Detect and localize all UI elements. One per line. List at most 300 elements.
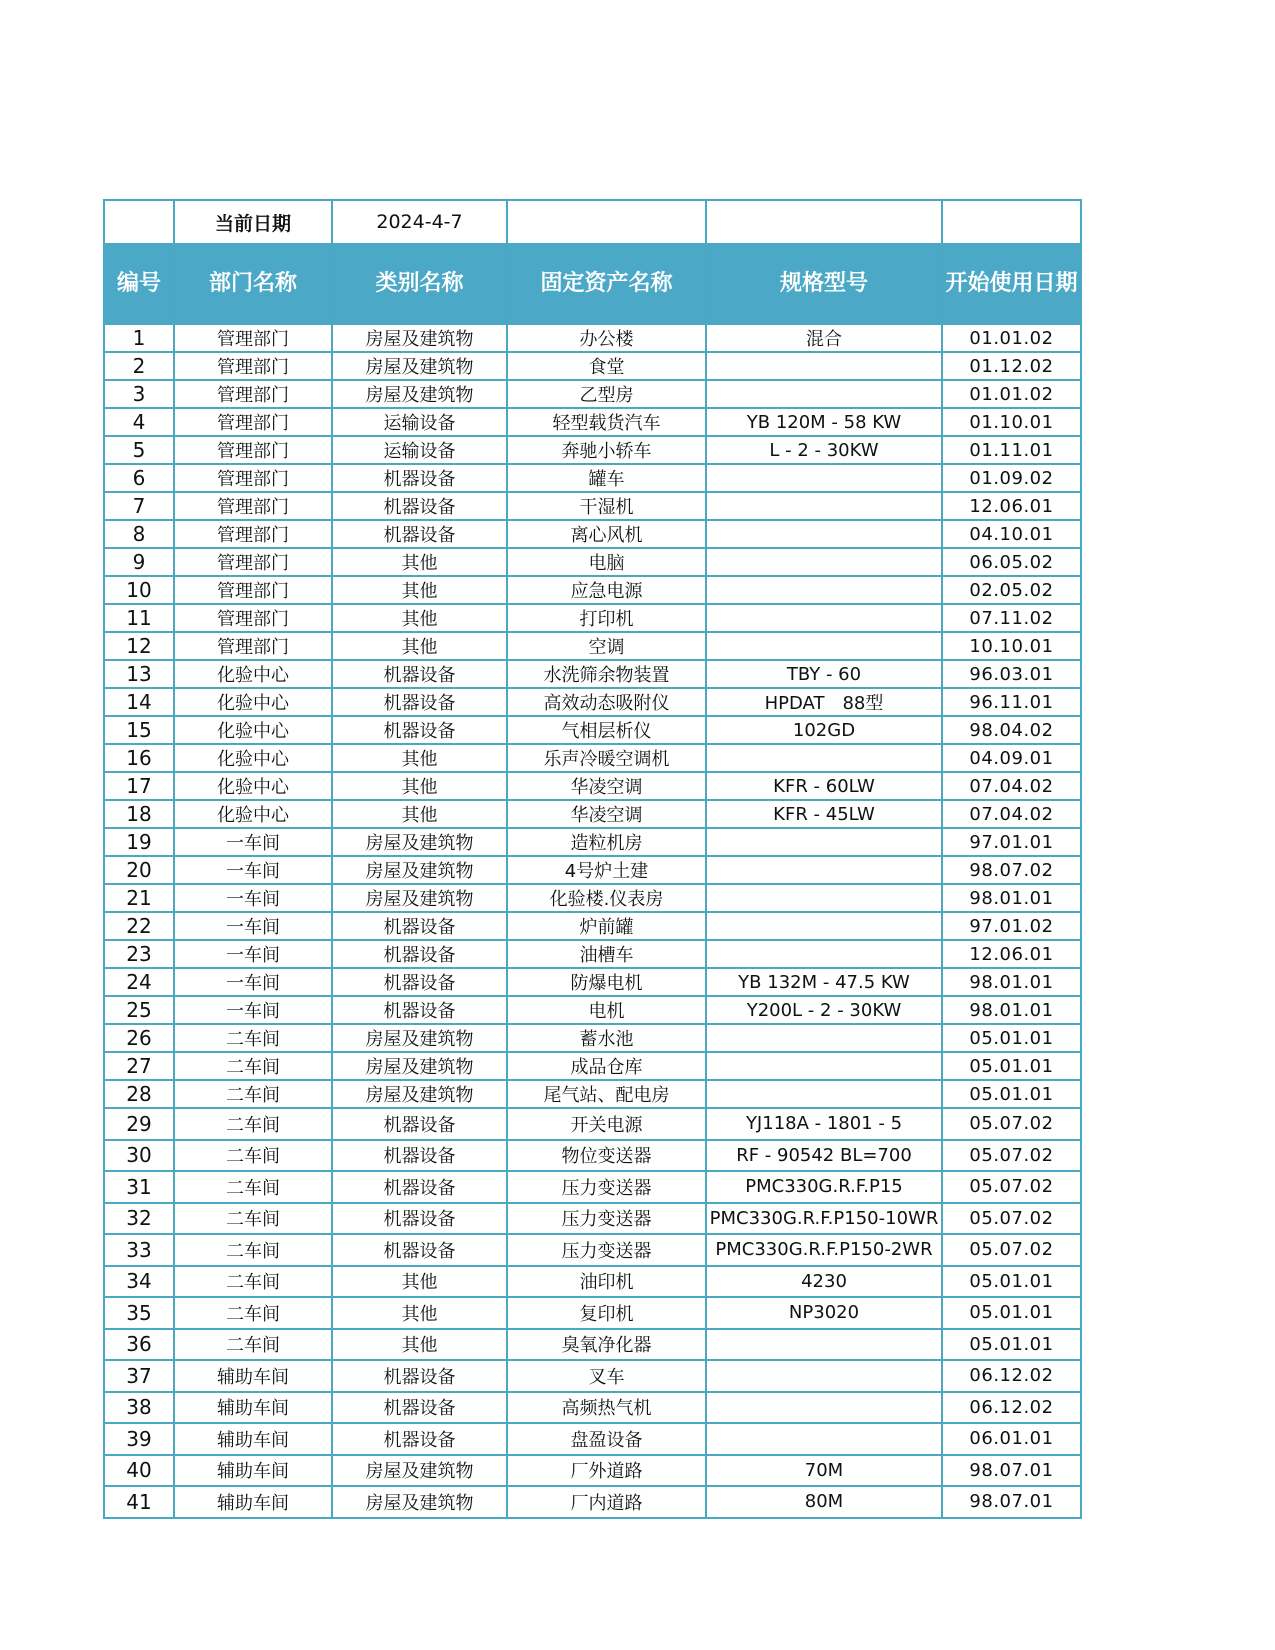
cell-asset-name[interactable]: 空调 — [507, 632, 706, 660]
cell-spec-model[interactable]: YJ118A - 1801 - 5 — [706, 1108, 942, 1140]
cell-spec-model[interactable]: PMC330G.R.F.P15 — [706, 1171, 942, 1203]
empty-cell[interactable] — [104, 200, 174, 244]
cell-department[interactable]: 辅助车间 — [174, 1392, 332, 1424]
cell-spec-model[interactable]: YB 120M - 58 KW — [706, 408, 942, 436]
cell-spec-model[interactable] — [706, 1024, 942, 1052]
cell-start-date[interactable]: 06.01.01 — [942, 1423, 1081, 1455]
cell-category[interactable]: 房屋及建筑物 — [332, 856, 507, 884]
cell-department[interactable]: 管理部门 — [174, 576, 332, 604]
cell-id[interactable]: 37 — [104, 1360, 174, 1392]
cell-department[interactable]: 化验中心 — [174, 744, 332, 772]
cell-category[interactable]: 机器设备 — [332, 1140, 507, 1172]
cell-asset-name[interactable]: 干湿机 — [507, 492, 706, 520]
cell-spec-model[interactable]: L - 2 - 30KW — [706, 436, 942, 464]
cell-id[interactable]: 41 — [104, 1486, 174, 1518]
header-spec-model[interactable]: 规格型号 — [706, 244, 942, 324]
cell-department[interactable]: 辅助车间 — [174, 1455, 332, 1487]
cell-id[interactable]: 32 — [104, 1203, 174, 1235]
cell-asset-name[interactable]: 办公楼 — [507, 324, 706, 352]
table-row — [104, 520, 1081, 548]
cell-department[interactable]: 管理部门 — [174, 604, 332, 632]
cell-department[interactable]: 一车间 — [174, 828, 332, 856]
cell-asset-name[interactable]: 打印机 — [507, 604, 706, 632]
cell-asset-name[interactable]: 4号炉土建 — [507, 856, 706, 884]
table-row — [104, 660, 1081, 688]
cell-department[interactable]: 一车间 — [174, 968, 332, 996]
cell-id[interactable]: 16 — [104, 744, 174, 772]
cell-asset-name[interactable]: 水洗筛余物装置 — [507, 660, 706, 688]
cell-start-date[interactable]: 01.01.02 — [942, 324, 1081, 352]
cell-id[interactable]: 34 — [104, 1266, 174, 1298]
cell-start-date[interactable]: 96.03.01 — [942, 660, 1081, 688]
cell-department[interactable]: 管理部门 — [174, 352, 332, 380]
cell-spec-model[interactable] — [706, 604, 942, 632]
cell-category[interactable]: 其他 — [332, 1266, 507, 1298]
cell-start-date[interactable]: 01.11.01 — [942, 436, 1081, 464]
cell-asset-name[interactable]: 电脑 — [507, 548, 706, 576]
cell-spec-model[interactable]: YB 132M - 47.5 KW — [706, 968, 942, 996]
cell-asset-name[interactable]: 厂内道路 — [507, 1486, 706, 1518]
cell-id[interactable]: 23 — [104, 940, 174, 968]
table-row — [104, 940, 1081, 968]
cell-department[interactable]: 辅助车间 — [174, 1360, 332, 1392]
cell-department[interactable]: 二车间 — [174, 1234, 332, 1266]
cell-asset-name[interactable]: 乙型房 — [507, 380, 706, 408]
cell-spec-model[interactable] — [706, 1329, 942, 1361]
cell-id[interactable]: 4 — [104, 408, 174, 436]
cell-department[interactable]: 管理部门 — [174, 464, 332, 492]
cell-category[interactable]: 机器设备 — [332, 660, 507, 688]
cell-department[interactable]: 管理部门 — [174, 492, 332, 520]
cell-department[interactable]: 二车间 — [174, 1297, 332, 1329]
cell-start-date[interactable]: 05.07.02 — [942, 1171, 1081, 1203]
header-category[interactable]: 类别名称 — [332, 244, 507, 324]
cell-category[interactable]: 房屋及建筑物 — [332, 380, 507, 408]
table-row — [104, 380, 1081, 408]
cell-category[interactable]: 运输设备 — [332, 436, 507, 464]
cell-category[interactable]: 房屋及建筑物 — [332, 1024, 507, 1052]
cell-id[interactable]: 7 — [104, 492, 174, 520]
cell-spec-model[interactable] — [706, 1423, 942, 1455]
cell-start-date[interactable]: 07.04.02 — [942, 772, 1081, 800]
cell-category[interactable]: 机器设备 — [332, 520, 507, 548]
table-row — [104, 1297, 1081, 1329]
current-date-value[interactable]: 2024-4-7 — [332, 200, 507, 244]
cell-category[interactable]: 机器设备 — [332, 688, 507, 716]
cell-department[interactable]: 二车间 — [174, 1329, 332, 1361]
cell-start-date[interactable]: 05.01.01 — [942, 1297, 1081, 1329]
cell-department[interactable]: 管理部门 — [174, 436, 332, 464]
cell-start-date[interactable]: 07.11.02 — [942, 604, 1081, 632]
cell-id[interactable]: 8 — [104, 520, 174, 548]
table-row — [104, 1234, 1081, 1266]
cell-category[interactable]: 其他 — [332, 576, 507, 604]
cell-category[interactable]: 房屋及建筑物 — [332, 1052, 507, 1080]
table-row — [104, 576, 1081, 604]
table-row — [104, 828, 1081, 856]
cell-id[interactable]: 21 — [104, 884, 174, 912]
cell-spec-model[interactable] — [706, 548, 942, 576]
cell-category[interactable]: 机器设备 — [332, 940, 507, 968]
cell-id[interactable]: 14 — [104, 688, 174, 716]
cell-start-date[interactable]: 06.12.02 — [942, 1392, 1081, 1424]
cell-category[interactable]: 其他 — [332, 1329, 507, 1361]
cell-asset-name[interactable]: 油印机 — [507, 1266, 706, 1298]
cell-spec-model[interactable] — [706, 632, 942, 660]
cell-category[interactable]: 其他 — [332, 1297, 507, 1329]
cell-category[interactable]: 房屋及建筑物 — [332, 1486, 507, 1518]
cell-spec-model[interactable]: HPDAT 88型 — [706, 688, 942, 716]
cell-start-date[interactable]: 97.01.02 — [942, 912, 1081, 940]
cell-department[interactable]: 一车间 — [174, 996, 332, 1024]
cell-department[interactable]: 化验中心 — [174, 772, 332, 800]
cell-category[interactable]: 其他 — [332, 632, 507, 660]
cell-start-date[interactable]: 01.12.02 — [942, 352, 1081, 380]
cell-spec-model[interactable] — [706, 520, 942, 548]
cell-asset-name[interactable]: 食堂 — [507, 352, 706, 380]
cell-department[interactable]: 辅助车间 — [174, 1423, 332, 1455]
cell-spec-model[interactable] — [706, 912, 942, 940]
cell-asset-name[interactable]: 应急电源 — [507, 576, 706, 604]
asset-table — [103, 199, 1082, 1519]
cell-start-date[interactable]: 04.10.01 — [942, 520, 1081, 548]
cell-id[interactable]: 3 — [104, 380, 174, 408]
cell-asset-name[interactable]: 化验楼.仪表房 — [507, 884, 706, 912]
cell-id[interactable]: 31 — [104, 1171, 174, 1203]
cell-spec-model[interactable] — [706, 576, 942, 604]
cell-category[interactable]: 其他 — [332, 548, 507, 576]
table-row — [104, 324, 1081, 352]
header-department[interactable]: 部门名称 — [174, 244, 332, 324]
cell-asset-name[interactable]: 高频热气机 — [507, 1392, 706, 1424]
cell-id[interactable]: 22 — [104, 912, 174, 940]
cell-spec-model[interactable] — [706, 884, 942, 912]
cell-spec-model[interactable]: NP3020 — [706, 1297, 942, 1329]
cell-spec-model[interactable] — [706, 1080, 942, 1108]
cell-department[interactable]: 二车间 — [174, 1080, 332, 1108]
cell-category[interactable]: 机器设备 — [332, 492, 507, 520]
cell-id[interactable]: 26 — [104, 1024, 174, 1052]
table-row — [104, 1052, 1081, 1080]
cell-id[interactable]: 36 — [104, 1329, 174, 1361]
cell-asset-name[interactable]: 尾气站、配电房 — [507, 1080, 706, 1108]
cell-category[interactable]: 机器设备 — [332, 968, 507, 996]
current-date-label[interactable]: 当前日期 — [174, 200, 332, 244]
empty-cell[interactable] — [507, 200, 706, 244]
cell-category[interactable]: 机器设备 — [332, 1234, 507, 1266]
cell-spec-model[interactable] — [706, 856, 942, 884]
cell-start-date[interactable]: 98.07.01 — [942, 1486, 1081, 1518]
cell-id[interactable]: 27 — [104, 1052, 174, 1080]
cell-asset-name[interactable]: 成品仓库 — [507, 1052, 706, 1080]
cell-category[interactable]: 机器设备 — [332, 1108, 507, 1140]
cell-id[interactable]: 28 — [104, 1080, 174, 1108]
cell-spec-model[interactable] — [706, 1360, 942, 1392]
empty-cell[interactable] — [942, 200, 1081, 244]
cell-category[interactable]: 房屋及建筑物 — [332, 828, 507, 856]
cell-category[interactable]: 机器设备 — [332, 1360, 507, 1392]
cell-category[interactable]: 机器设备 — [332, 716, 507, 744]
cell-start-date[interactable]: 05.07.02 — [942, 1234, 1081, 1266]
cell-category[interactable]: 运输设备 — [332, 408, 507, 436]
cell-spec-model[interactable]: RF - 90542 BL=700 — [706, 1140, 942, 1172]
cell-id[interactable]: 38 — [104, 1392, 174, 1424]
cell-spec-model[interactable]: PMC330G.R.F.P150-10WR — [706, 1203, 942, 1235]
cell-id[interactable]: 15 — [104, 716, 174, 744]
table-row — [104, 1392, 1081, 1424]
cell-department[interactable]: 化验中心 — [174, 800, 332, 828]
cell-spec-model[interactable]: KFR - 60LW — [706, 772, 942, 800]
cell-asset-name[interactable]: 高效动态吸附仪 — [507, 688, 706, 716]
cell-category[interactable]: 其他 — [332, 604, 507, 632]
cell-id[interactable]: 12 — [104, 632, 174, 660]
cell-asset-name[interactable]: 开关电源 — [507, 1108, 706, 1140]
cell-start-date[interactable]: 06.12.02 — [942, 1360, 1081, 1392]
cell-id[interactable]: 33 — [104, 1234, 174, 1266]
cell-id[interactable]: 11 — [104, 604, 174, 632]
table-row — [104, 1080, 1081, 1108]
cell-spec-model[interactable] — [706, 352, 942, 380]
cell-department[interactable]: 化验中心 — [174, 688, 332, 716]
cell-start-date[interactable]: 05.07.02 — [942, 1108, 1081, 1140]
cell-category[interactable]: 其他 — [332, 744, 507, 772]
cell-start-date[interactable]: 98.04.02 — [942, 716, 1081, 744]
header-asset-name[interactable]: 固定资产名称 — [507, 244, 706, 324]
table-row — [104, 436, 1081, 464]
table-row — [104, 884, 1081, 912]
header-id[interactable]: 编号 — [104, 244, 174, 324]
cell-start-date[interactable]: 05.01.01 — [942, 1080, 1081, 1108]
cell-asset-name[interactable]: 压力变送器 — [507, 1203, 706, 1235]
cell-category[interactable]: 机器设备 — [332, 1423, 507, 1455]
cell-start-date[interactable]: 06.05.02 — [942, 548, 1081, 576]
cell-category[interactable]: 机器设备 — [332, 464, 507, 492]
cell-asset-name[interactable]: 叉车 — [507, 1360, 706, 1392]
cell-asset-name[interactable]: 臭氧净化器 — [507, 1329, 706, 1361]
cell-category[interactable]: 房屋及建筑物 — [332, 324, 507, 352]
cell-department[interactable]: 二车间 — [174, 1052, 332, 1080]
current-date-row — [104, 200, 1081, 244]
cell-asset-name[interactable]: 电机 — [507, 996, 706, 1024]
cell-category[interactable]: 机器设备 — [332, 1392, 507, 1424]
cell-department[interactable]: 管理部门 — [174, 408, 332, 436]
cell-id[interactable]: 25 — [104, 996, 174, 1024]
cell-start-date[interactable]: 98.01.01 — [942, 996, 1081, 1024]
cell-department[interactable]: 管理部门 — [174, 632, 332, 660]
cell-id[interactable]: 24 — [104, 968, 174, 996]
cell-category[interactable]: 其他 — [332, 772, 507, 800]
table-row — [104, 1266, 1081, 1298]
cell-spec-model[interactable] — [706, 380, 942, 408]
cell-asset-name[interactable]: 罐车 — [507, 464, 706, 492]
cell-department[interactable]: 管理部门 — [174, 380, 332, 408]
cell-start-date[interactable]: 12.06.01 — [942, 492, 1081, 520]
table-row — [104, 1203, 1081, 1235]
cell-asset-name[interactable]: 乐声冷暖空调机 — [507, 744, 706, 772]
table-row — [104, 548, 1081, 576]
cell-id[interactable]: 10 — [104, 576, 174, 604]
cell-start-date[interactable]: 98.07.01 — [942, 1455, 1081, 1487]
cell-start-date[interactable]: 98.01.01 — [942, 884, 1081, 912]
cell-category[interactable]: 房屋及建筑物 — [332, 1455, 507, 1487]
cell-start-date[interactable]: 02.05.02 — [942, 576, 1081, 604]
cell-asset-name[interactable]: 华凌空调 — [507, 800, 706, 828]
column-header-row — [104, 244, 1081, 324]
cell-spec-model[interactable] — [706, 828, 942, 856]
cell-start-date[interactable]: 05.07.02 — [942, 1140, 1081, 1172]
cell-id[interactable]: 35 — [104, 1297, 174, 1329]
cell-department[interactable]: 二车间 — [174, 1266, 332, 1298]
table-row — [104, 1171, 1081, 1203]
table-row — [104, 1329, 1081, 1361]
cell-spec-model[interactable]: 102GD — [706, 716, 942, 744]
table-row — [104, 912, 1081, 940]
cell-spec-model[interactable]: Y200L - 2 - 30KW — [706, 996, 942, 1024]
cell-spec-model[interactable] — [706, 1392, 942, 1424]
cell-department[interactable]: 二车间 — [174, 1203, 332, 1235]
cell-department[interactable]: 二车间 — [174, 1140, 332, 1172]
cell-department[interactable]: 二车间 — [174, 1108, 332, 1140]
table-row — [104, 464, 1081, 492]
cell-category[interactable]: 房屋及建筑物 — [332, 352, 507, 380]
table-row — [104, 352, 1081, 380]
cell-department[interactable]: 一车间 — [174, 940, 332, 968]
cell-asset-name[interactable]: 盘盈设备 — [507, 1423, 706, 1455]
cell-asset-name[interactable]: 物位变送器 — [507, 1140, 706, 1172]
cell-asset-name[interactable]: 压力变送器 — [507, 1234, 706, 1266]
table-row — [104, 408, 1081, 436]
cell-department[interactable]: 管理部门 — [174, 520, 332, 548]
table-row — [104, 688, 1081, 716]
cell-asset-name[interactable]: 华凌空调 — [507, 772, 706, 800]
table-row — [104, 1423, 1081, 1455]
table-row — [104, 856, 1081, 884]
cell-spec-model[interactable] — [706, 744, 942, 772]
cell-start-date[interactable]: 04.09.01 — [942, 744, 1081, 772]
cell-spec-model[interactable] — [706, 940, 942, 968]
cell-start-date[interactable]: 05.01.01 — [942, 1052, 1081, 1080]
cell-start-date[interactable]: 98.01.01 — [942, 968, 1081, 996]
cell-start-date[interactable]: 07.04.02 — [942, 800, 1081, 828]
cell-id[interactable]: 40 — [104, 1455, 174, 1487]
cell-department[interactable]: 化验中心 — [174, 716, 332, 744]
cell-start-date[interactable]: 05.01.01 — [942, 1266, 1081, 1298]
cell-id[interactable]: 19 — [104, 828, 174, 856]
cell-category[interactable]: 其他 — [332, 800, 507, 828]
cell-id[interactable]: 39 — [104, 1423, 174, 1455]
cell-category[interactable]: 房屋及建筑物 — [332, 884, 507, 912]
cell-spec-model[interactable]: 70M — [706, 1455, 942, 1487]
cell-spec-model[interactable]: 80M — [706, 1486, 942, 1518]
cell-category[interactable]: 房屋及建筑物 — [332, 1080, 507, 1108]
cell-asset-name[interactable]: 蓄水池 — [507, 1024, 706, 1052]
cell-id[interactable]: 5 — [104, 436, 174, 464]
cell-spec-model[interactable]: TBY - 60 — [706, 660, 942, 688]
cell-id[interactable]: 20 — [104, 856, 174, 884]
table-row — [104, 800, 1081, 828]
cell-spec-model[interactable]: 混合 — [706, 324, 942, 352]
cell-asset-name[interactable]: 奔驰小轿车 — [507, 436, 706, 464]
cell-spec-model[interactable] — [706, 464, 942, 492]
cell-asset-name[interactable]: 复印机 — [507, 1297, 706, 1329]
cell-id[interactable]: 1 — [104, 324, 174, 352]
empty-cell[interactable] — [706, 200, 942, 244]
cell-start-date[interactable]: 05.01.01 — [942, 1024, 1081, 1052]
cell-start-date[interactable]: 01.09.02 — [942, 464, 1081, 492]
cell-spec-model[interactable]: PMC330G.R.F.P150-2WR — [706, 1234, 942, 1266]
table-row — [104, 1360, 1081, 1392]
cell-category[interactable]: 机器设备 — [332, 996, 507, 1024]
cell-start-date[interactable]: 05.01.01 — [942, 1329, 1081, 1361]
table-row — [104, 492, 1081, 520]
header-start-date[interactable]: 开始使用日期 — [942, 244, 1081, 324]
table-row — [104, 772, 1081, 800]
cell-start-date[interactable]: 01.01.02 — [942, 380, 1081, 408]
cell-department[interactable]: 二车间 — [174, 1171, 332, 1203]
cell-spec-model[interactable] — [706, 492, 942, 520]
table-row — [104, 1140, 1081, 1172]
cell-id[interactable]: 6 — [104, 464, 174, 492]
cell-department[interactable]: 二车间 — [174, 1024, 332, 1052]
table-row — [104, 1455, 1081, 1487]
cell-category[interactable]: 机器设备 — [332, 912, 507, 940]
cell-asset-name[interactable]: 炉前罐 — [507, 912, 706, 940]
cell-id[interactable]: 30 — [104, 1140, 174, 1172]
table-row — [104, 996, 1081, 1024]
cell-department[interactable]: 管理部门 — [174, 548, 332, 576]
cell-start-date[interactable]: 12.06.01 — [942, 940, 1081, 968]
cell-asset-name[interactable]: 轻型载货汽车 — [507, 408, 706, 436]
cell-spec-model[interactable]: 4230 — [706, 1266, 942, 1298]
cell-asset-name[interactable]: 压力变送器 — [507, 1171, 706, 1203]
cell-department[interactable]: 管理部门 — [174, 324, 332, 352]
cell-start-date[interactable]: 05.07.02 — [942, 1203, 1081, 1235]
cell-spec-model[interactable] — [706, 1052, 942, 1080]
cell-category[interactable]: 机器设备 — [332, 1171, 507, 1203]
cell-start-date[interactable]: 96.11.01 — [942, 688, 1081, 716]
cell-department[interactable]: 化验中心 — [174, 660, 332, 688]
cell-department[interactable]: 辅助车间 — [174, 1486, 332, 1518]
cell-start-date[interactable]: 01.10.01 — [942, 408, 1081, 436]
table-row — [104, 632, 1081, 660]
cell-asset-name[interactable]: 油槽车 — [507, 940, 706, 968]
cell-department[interactable]: 一车间 — [174, 912, 332, 940]
cell-id[interactable]: 18 — [104, 800, 174, 828]
cell-start-date[interactable]: 98.07.02 — [942, 856, 1081, 884]
table-row — [104, 968, 1081, 996]
cell-id[interactable]: 17 — [104, 772, 174, 800]
cell-spec-model[interactable]: KFR - 45LW — [706, 800, 942, 828]
table-row — [104, 1024, 1081, 1052]
cell-department[interactable]: 一车间 — [174, 856, 332, 884]
cell-id[interactable]: 2 — [104, 352, 174, 380]
cell-id[interactable]: 29 — [104, 1108, 174, 1140]
table-row — [104, 716, 1081, 744]
cell-category[interactable]: 机器设备 — [332, 1203, 507, 1235]
cell-department[interactable]: 一车间 — [174, 884, 332, 912]
cell-asset-name[interactable]: 造粒机房 — [507, 828, 706, 856]
cell-asset-name[interactable]: 厂外道路 — [507, 1455, 706, 1487]
cell-id[interactable]: 9 — [104, 548, 174, 576]
cell-id[interactable]: 13 — [104, 660, 174, 688]
cell-start-date[interactable]: 10.10.01 — [942, 632, 1081, 660]
cell-asset-name[interactable]: 离心风机 — [507, 520, 706, 548]
table-row — [104, 1486, 1081, 1518]
cell-asset-name[interactable]: 气相层析仪 — [507, 716, 706, 744]
cell-asset-name[interactable]: 防爆电机 — [507, 968, 706, 996]
table-row — [104, 744, 1081, 772]
cell-start-date[interactable]: 97.01.01 — [942, 828, 1081, 856]
